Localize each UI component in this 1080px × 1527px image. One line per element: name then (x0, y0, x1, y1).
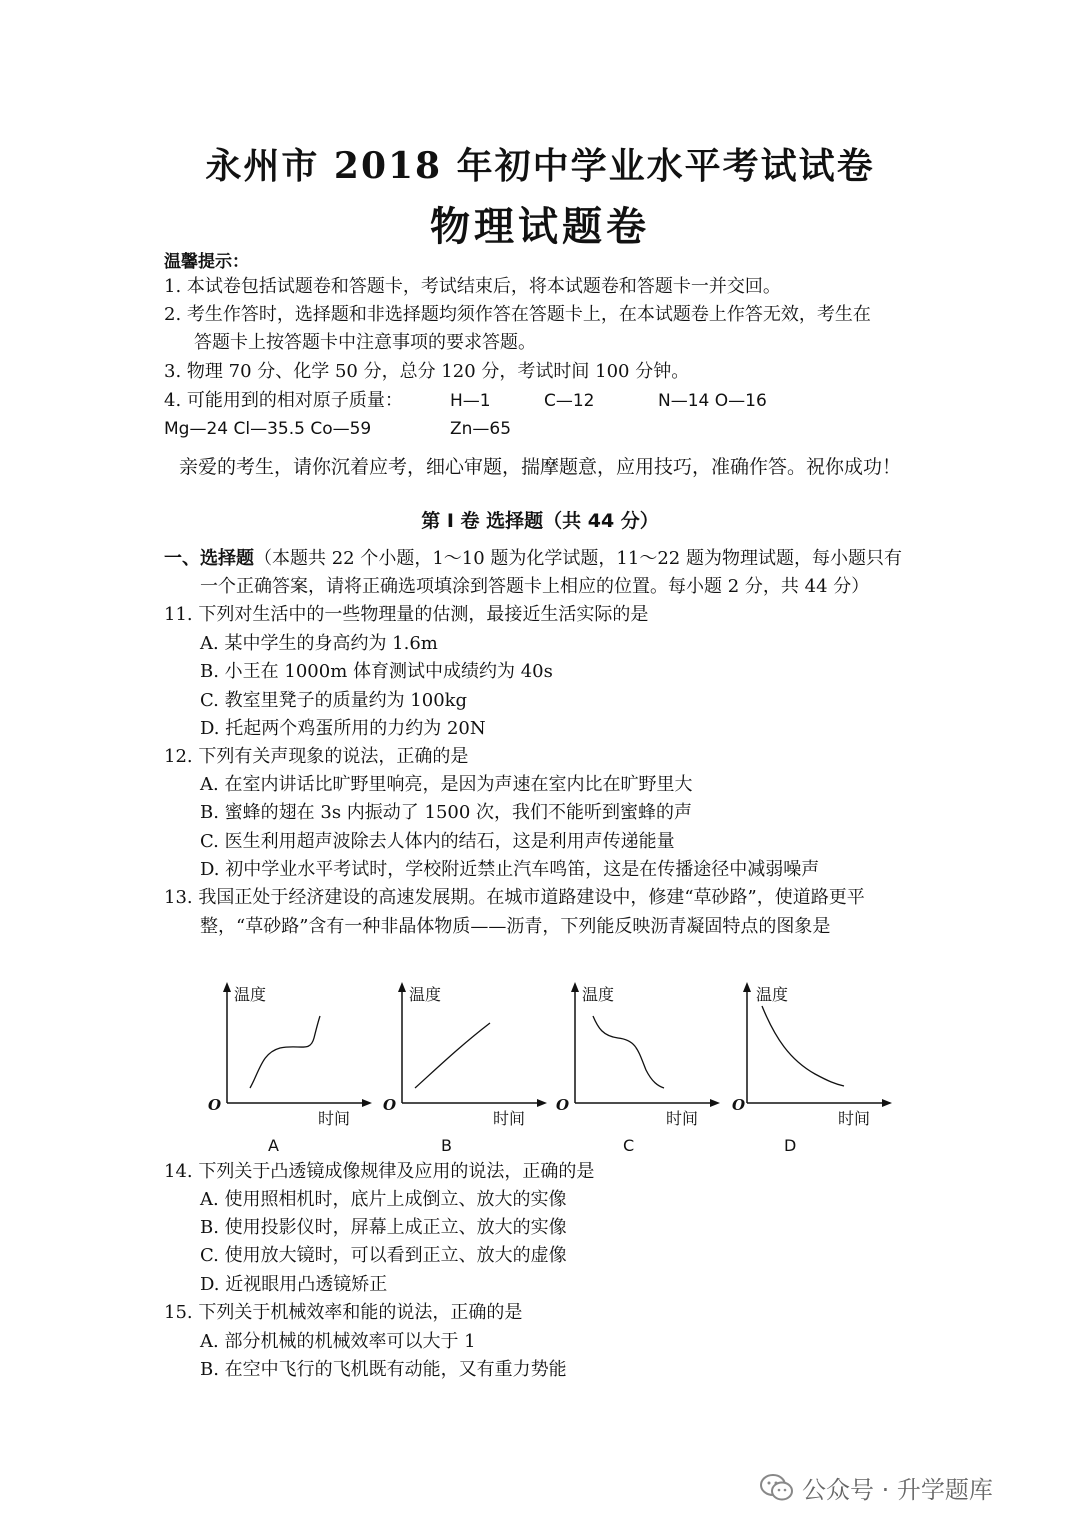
q13-stem-cont: 整，“草砂路”含有一种非晶体物质——沥青，下列能反映沥青凝固特点的图象是 (200, 916, 831, 937)
section-intro-line1 (164, 547, 902, 571)
graph-d-xlabel: 时间 (838, 1109, 871, 1128)
graph-d (720, 978, 900, 1158)
q12-option-d: D. 初中学业水平考试时，学校附近禁止汽车鸣笛，这是在传播途径中减弱噪声 (200, 859, 820, 880)
tip-2: 2. 考生作答时，选择题和非选择题均须作答在答题卡上，在本试题卷上作答无效，考生在 (164, 304, 871, 325)
tip-4: 4. 可能用到的相对原子质量： (164, 390, 403, 411)
graph-c-caption: C (623, 1136, 635, 1155)
q12-stem: 12. 下列有关声现象的说法，正确的是 (164, 746, 469, 767)
graph-a-ylabel: 温度 (234, 985, 267, 1004)
q12-option-b: B. 蜜蜂的翅在 3s 内振动了 1500 次，我们不能听到蜜蜂的声 (200, 802, 693, 823)
exam-subtitle: 物理试题卷 (430, 203, 650, 250)
watermark-text: 公众号 · 升学题库 (802, 1476, 993, 1504)
motto: 亲爱的考生，请你沉着应考，细心审题，揣摩题意，应用技巧，准确作答。祝你成功！ (178, 456, 901, 478)
tip-1: 1. 本试卷包括试题卷和答题卡，考试结束后，将本试题卷和答题卡一并交回。 (164, 276, 781, 297)
q15-option-b: B. 在空中飞行的飞机既有动能，又有重力势能 (200, 1359, 567, 1380)
section-intro-label: 一、选择题 (164, 548, 254, 569)
graph-b-ylabel: 温度 (409, 985, 442, 1004)
graph-b-plot (375, 978, 555, 1158)
q13-stem: 13. 我国正处于经济建设的高速发展期。在城市道路建设中，修建“草砂路”，使道路更平 (164, 887, 865, 908)
q14-option-b: B. 使用投影仪时，屏幕上成正立、放大的实像 (200, 1217, 567, 1238)
atomic-zn: Zn—65 (450, 419, 512, 439)
atomic-c: C—12 (544, 391, 595, 411)
wechat-icon (760, 1474, 794, 1502)
graph-b (375, 978, 555, 1158)
section-title: 第 Ⅰ 卷 选择题（共 44 分） (421, 510, 659, 532)
q11-option-b: B. 小王在 1000m 体育测试中成绩约为 40s (200, 661, 553, 682)
graph-a (200, 978, 380, 1158)
q14-option-d: D. 近视眼用凸透镜矫正 (200, 1274, 388, 1295)
graph-a-caption: A (268, 1136, 279, 1155)
graph-d-plot (720, 978, 900, 1158)
q11-option-c: C. 教室里凳子的质量约为 100kg (200, 690, 468, 711)
q11-option-d: D. 托起两个鸡蛋所用的力约为 20N (200, 718, 486, 739)
graph-b-xlabel: 时间 (493, 1109, 526, 1128)
graph-a-plot (200, 978, 380, 1158)
q14-stem: 14. 下列关于凸透镜成像规律及应用的说法，正确的是 (164, 1161, 595, 1182)
graph-d-caption: D (784, 1136, 797, 1155)
q12-option-a: A. 在室内讲话比旷野里响亮，是因为声速在室内比在旷野里大 (200, 774, 693, 795)
graph-a-xlabel: 时间 (318, 1109, 351, 1128)
graph-b-origin: O (383, 1096, 397, 1114)
q14-option-a: A. 使用照相机时，底片上成倒立、放大的实像 (200, 1189, 567, 1210)
atomic-n-o: N—14 O—16 (658, 391, 767, 411)
graph-c-plot (548, 978, 728, 1158)
graph-d-ylabel: 温度 (756, 985, 789, 1004)
watermark (760, 1470, 993, 1505)
tip-3: 3. 物理 70 分、化学 50 分，总分 120 分，考试时间 100 分钟。 (164, 361, 690, 382)
graph-a-origin: O (208, 1096, 222, 1114)
graph-c-xlabel: 时间 (666, 1109, 699, 1128)
atomic-h: H—1 (450, 391, 491, 411)
graph-c-ylabel: 温度 (582, 985, 615, 1004)
section-intro-text: （本题共 22 个小题，1～10 题为化学试题，11～22 题为物理试题，每小题只有 (254, 548, 902, 569)
q15-stem: 15. 下列关于机械效率和能的说法，正确的是 (164, 1302, 523, 1323)
section-intro-line2: 一个正确答案，请将正确选项填涂到答题卡上相应的位置。每小题 2 分，共 44 分） (200, 576, 870, 597)
q15-option-a: A. 部分机械的机械效率可以大于 1 (200, 1331, 476, 1352)
graph-c (548, 978, 728, 1158)
graph-b-caption: B (441, 1136, 452, 1155)
q14-option-c: C. 使用放大镜时，可以看到正立、放大的虚像 (200, 1245, 567, 1266)
graph-c-origin: O (556, 1096, 570, 1114)
exam-title: 永州市 2018 年初中学业水平考试试卷 (205, 145, 875, 187)
tip-2-cont: 答题卡上按答题卡中注意事项的要求答题。 (194, 332, 536, 353)
graph-d-origin: O (732, 1096, 746, 1114)
q12-option-c: C. 医生利用超声波除去人体内的结石，这是利用声传递能量 (200, 831, 675, 852)
atomic-mg-cl-co: Mg—24 Cl—35.5 Co—59 (164, 419, 372, 439)
q11-stem: 11. 下列对生活中的一些物理量的估测，最接近生活实际的是 (164, 604, 649, 625)
tips-heading: 温馨提示： (164, 252, 249, 272)
q11-option-a: A. 某中学生的身高约为 1.6m (200, 633, 438, 654)
